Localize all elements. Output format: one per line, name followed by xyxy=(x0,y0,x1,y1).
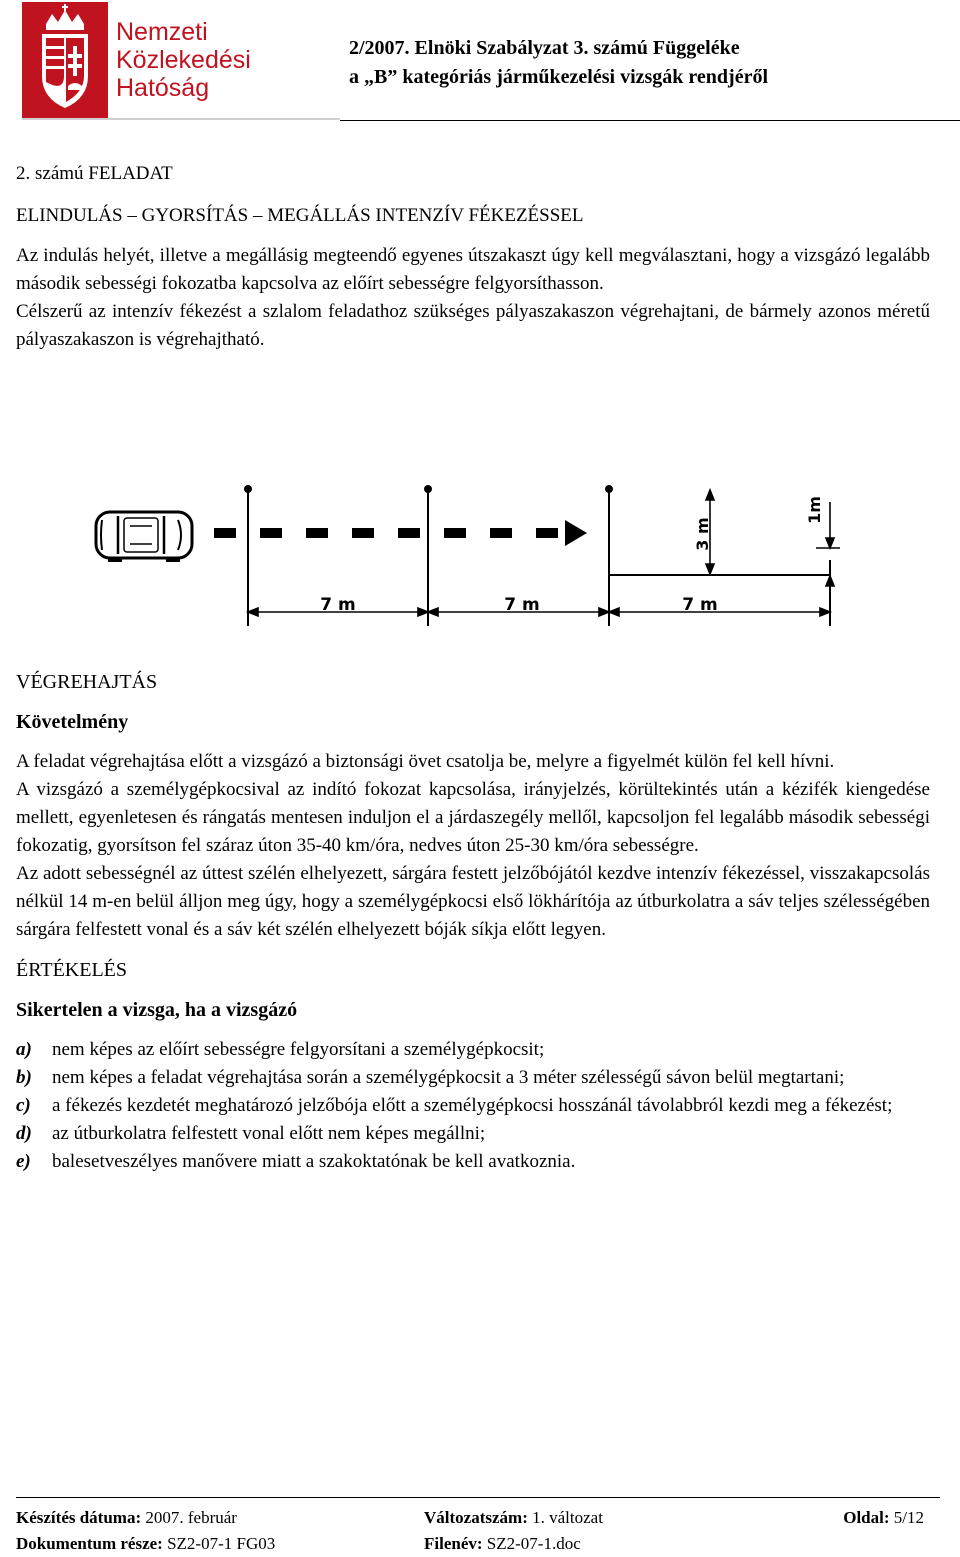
item-text: balesetveszélyes manővere miatt a szakoktatónak be kell avatkoznia. xyxy=(52,1151,576,1172)
item-text: az útburkolatra felfestett vonal előtt nem képes megállni; xyxy=(52,1123,486,1144)
page-header xyxy=(22,0,960,122)
task-section xyxy=(16,156,930,354)
page-footer xyxy=(16,1505,926,1557)
task-subtitle: ELINDULÁS – GYORSÍTÁS – MEGÁLLÁS INTENZÍV FÉKEZÉSSEL xyxy=(16,205,584,226)
footer-row-1 xyxy=(16,1505,926,1531)
logo-line-1: Nemzeti xyxy=(116,18,208,46)
car-path-dashes xyxy=(214,520,587,546)
item-marker: b) xyxy=(16,1067,32,1088)
offset-label: 1m xyxy=(805,496,824,524)
version-value: 1. változat xyxy=(532,1508,603,1527)
version-label: Változatszám: xyxy=(424,1508,528,1527)
execution-paragraph-2: A vizsgázó a személygépkocsival az indító fokozat kapcsolása, irányjelzés, körültekintés után a kézifék kiengedése mellett, egyenletesen és rángatás mentesen induljon el a járdaszegély mellől, kapcsoljon fel legalább második sebességi fokozatig, gyorsítson fel száraz úton 35-40 km/óra, nedves úton 25-30 km/óra sebességre. xyxy=(16,779,930,856)
task-title: 2. számú FELADAT xyxy=(16,163,173,184)
coat-of-arms-icon xyxy=(22,2,108,120)
regulation-title-line-2: a „B” kategóriás járműkezelési vizsgák rendjéről xyxy=(349,66,769,88)
direction-arrow-icon xyxy=(565,520,587,546)
footer-version xyxy=(424,1505,603,1531)
logo-wordmark xyxy=(116,18,251,102)
doc-part-value: SZ2-07-1 FG03 xyxy=(167,1534,276,1553)
item-text: nem képes a feladat végrehajtása során a személygépkocsit a 3 méter szélességű sávon belül megtartani; xyxy=(52,1067,845,1088)
logo-divider xyxy=(22,118,340,120)
filename-value: SZ2-07-1.doc xyxy=(486,1534,581,1553)
page-label: Oldal: xyxy=(843,1508,890,1527)
footer-row-2 xyxy=(16,1531,926,1557)
fail-criteria-list xyxy=(16,1036,930,1176)
footer-date xyxy=(16,1505,237,1531)
date-value: 2007. február xyxy=(145,1508,237,1527)
doc-part-label: Dokumentum része: xyxy=(16,1534,163,1553)
item-text: nem képes az előírt sebességre felgyorsítani a személygépkocsit; xyxy=(52,1039,545,1060)
execution-heading: VÉGREHAJTÁS xyxy=(16,671,158,693)
segment-1-label: 7 m xyxy=(320,595,356,615)
list-item xyxy=(16,1120,930,1148)
braking-course-diagram xyxy=(60,474,840,634)
list-item xyxy=(16,1036,930,1064)
page-value: 5/12 xyxy=(893,1508,924,1527)
requirement-heading: Követelmény xyxy=(16,711,129,733)
item-marker: c) xyxy=(16,1095,31,1116)
nkh-logo xyxy=(22,2,340,120)
list-item xyxy=(16,1092,930,1120)
filename-label: Filenév: xyxy=(424,1534,483,1553)
list-item xyxy=(16,1064,930,1092)
segment-2-label: 7 m xyxy=(504,595,540,615)
regulation-title xyxy=(349,34,768,92)
execution-paragraph-1: A feladat végrehajtása előtt a vizsgázó a biztonsági övet csatolja be, melyre a figyelmét külön fel kell hívni. xyxy=(16,751,835,772)
item-marker: d) xyxy=(16,1123,32,1144)
footer-page xyxy=(843,1505,924,1531)
logo-line-2: Közlekedési xyxy=(116,46,251,74)
item-text: a fékezés kezdetét meghatározó jelzőbója előtt a személygépkocsi hosszánál távolabbról kezdi meg a fékezést; xyxy=(52,1095,893,1116)
footer-filename xyxy=(424,1531,581,1557)
list-item xyxy=(16,1148,930,1176)
width-label: 3 m xyxy=(693,517,712,551)
execution-paragraph-3: Az adott sebességnél az úttest szélén elhelyezett, sárgára festett jelzőbójától kezdve intenzív fékezéssel, visszakapcsolás nélkül 14 m-en belül álljon meg úgy, hogy a személygépkocsi első lökhárítója az útburkolatra a sáv teljes szélességében sárgára felfestett vonal és a sáv két szélén elhelyezett bóják síkja előtt legyen. xyxy=(16,863,930,940)
car-top-view-icon xyxy=(96,512,192,562)
intro-paragraph-1: Az indulás helyét, illetve a megállásig megteendő egyenes útszakaszt úgy kell megválasztani, hogy a vizsgázó legalább második sebességi fokozatba kapcsolva az előírt sebességre felgyorsíthasson. xyxy=(16,245,930,294)
item-marker: a) xyxy=(16,1039,32,1060)
date-label: Készítés dátuma: xyxy=(16,1508,142,1527)
item-marker: e) xyxy=(16,1151,31,1172)
evaluation-heading: ÉRTÉKELÉS xyxy=(16,959,128,981)
header-rule xyxy=(340,120,960,121)
regulation-title-line-1: 2/2007. Elnöki Szabályzat 3. számú Függeléke xyxy=(349,37,740,59)
segment-3-label: 7 m xyxy=(682,595,718,615)
intro-paragraph-2: Célszerű az intenzív fékezést a szlalom feladathoz szükséges pályaszakaszon végrehajtani, de bármely azonos méretű pályaszakaszon is végrehajtható. xyxy=(16,301,930,350)
footer-doc-part xyxy=(16,1531,275,1557)
course-diagram-svg xyxy=(60,474,840,634)
footer-rule xyxy=(16,1497,940,1498)
logo-line-3: Hatóság xyxy=(116,74,210,102)
execution-section xyxy=(16,668,930,1176)
fail-condition-heading: Sikertelen a vizsga, ha a vizsgázó xyxy=(16,999,298,1021)
